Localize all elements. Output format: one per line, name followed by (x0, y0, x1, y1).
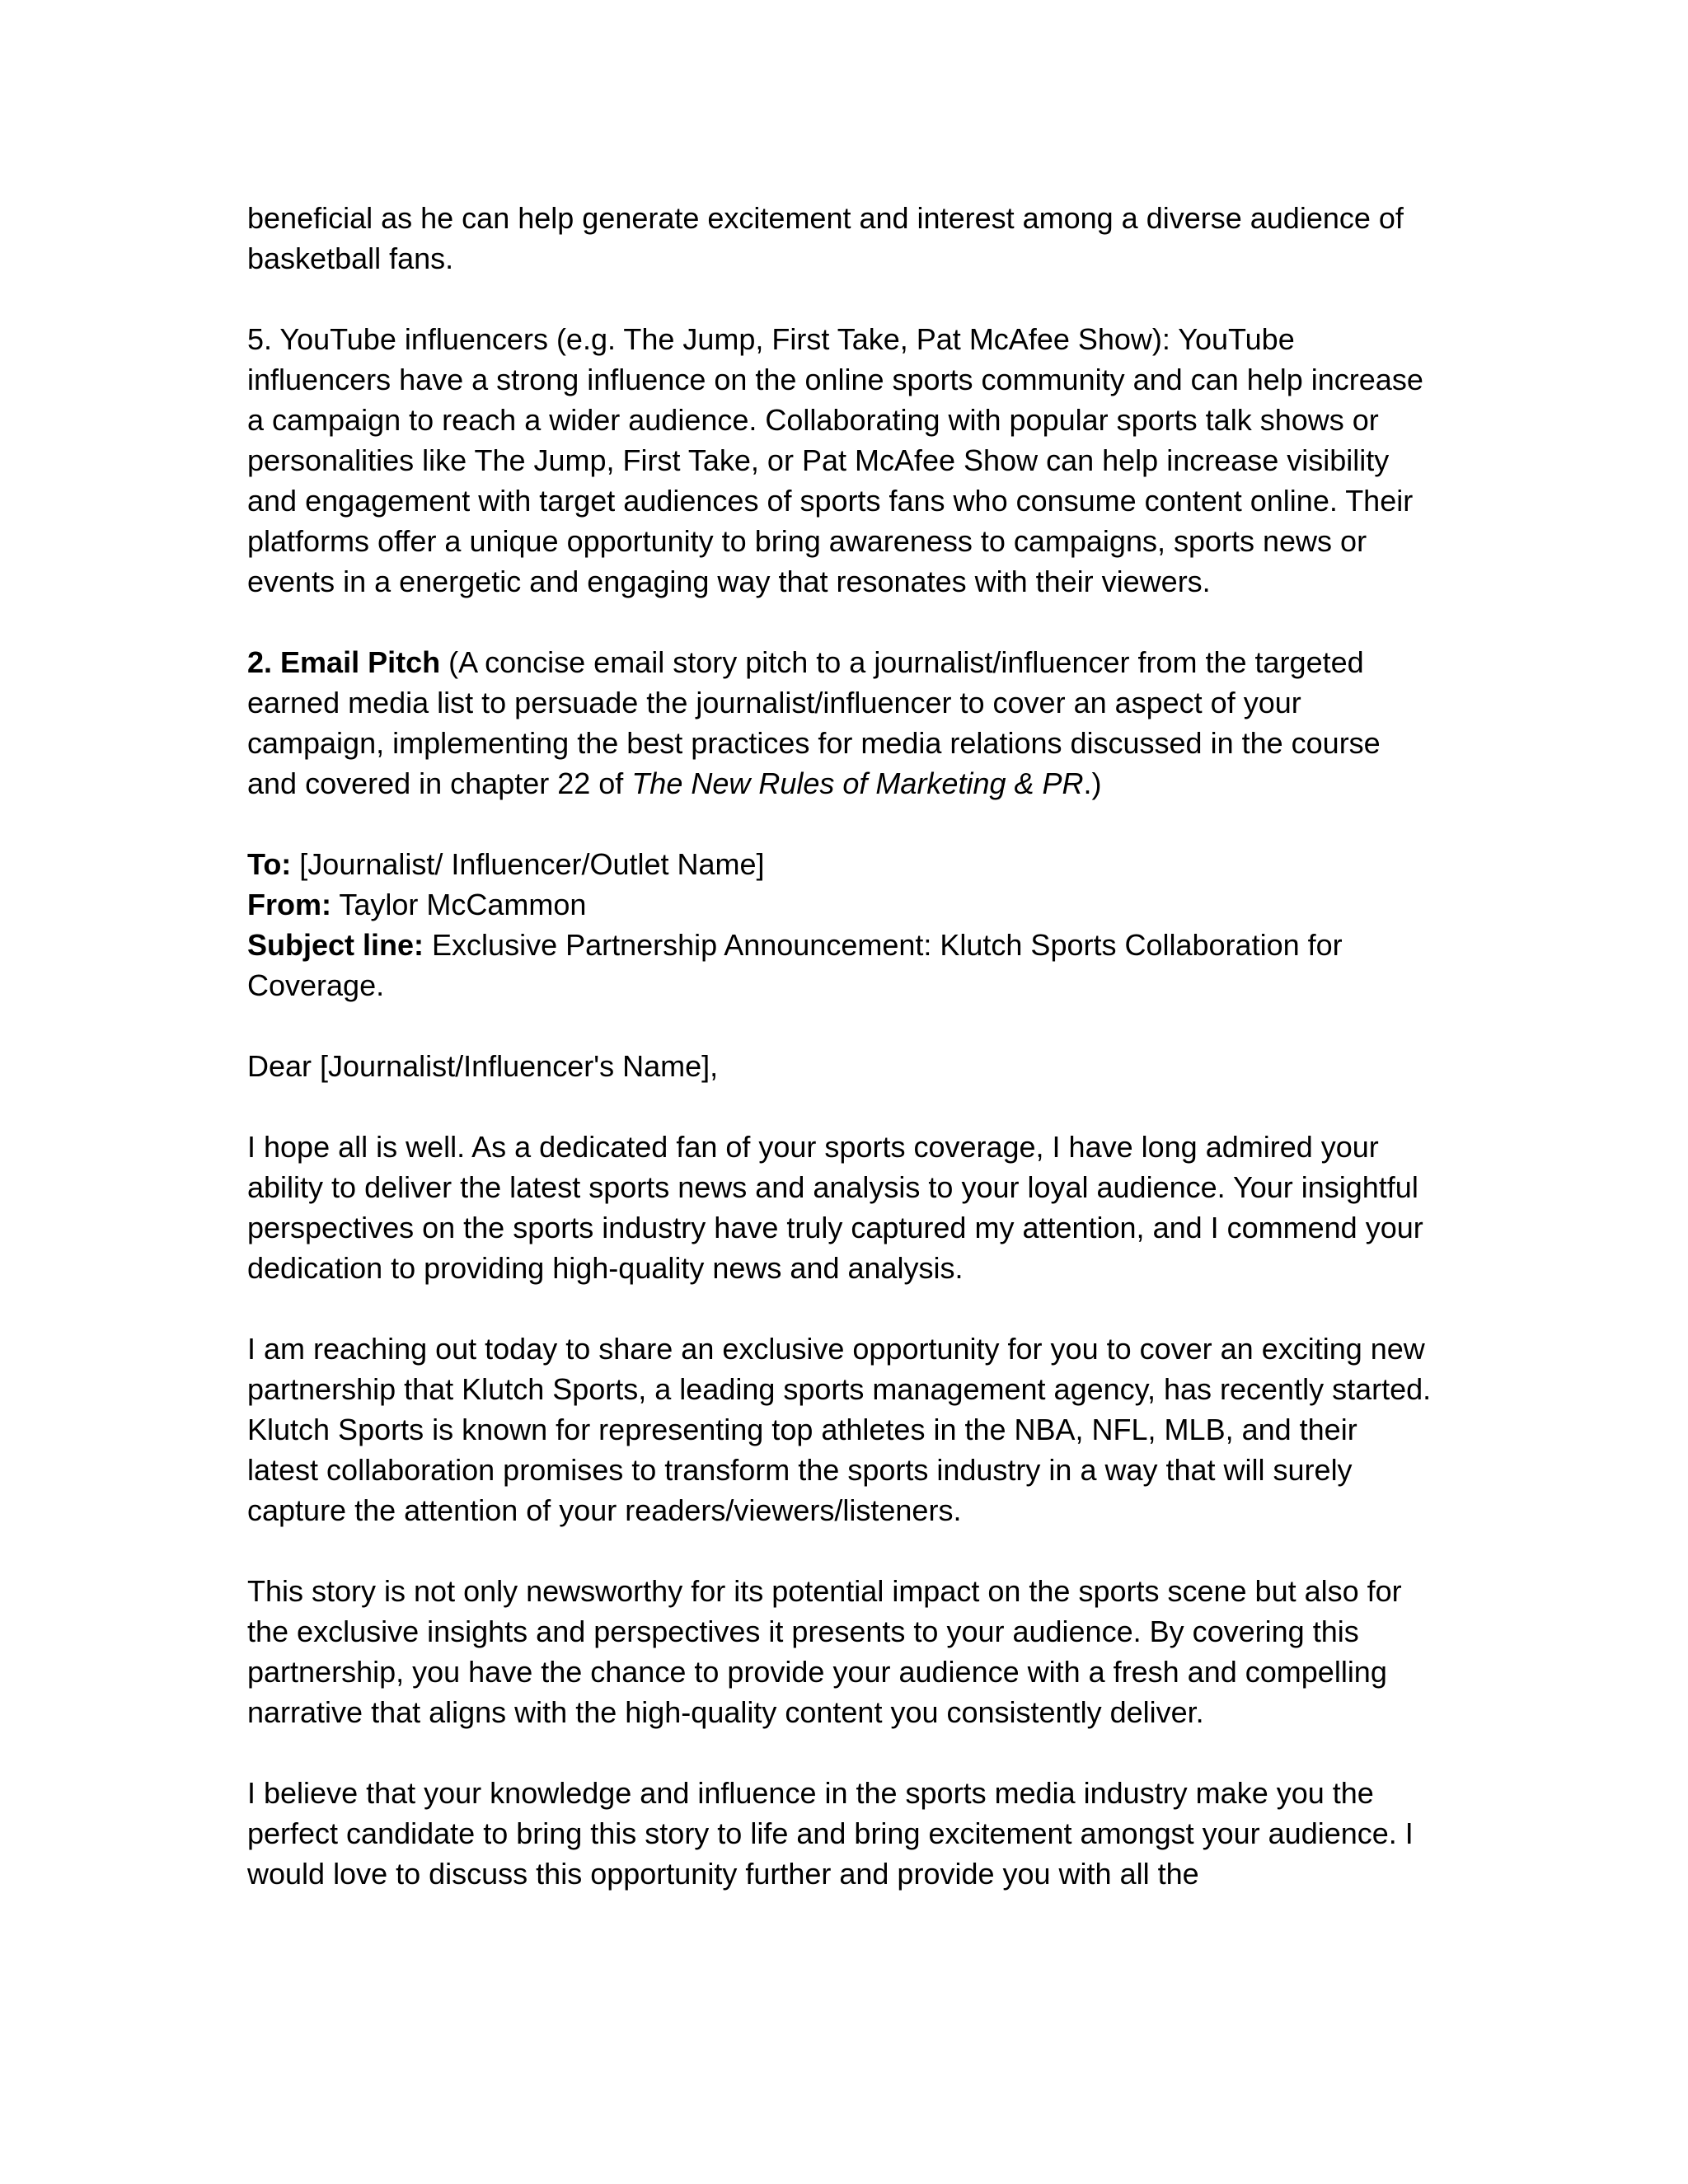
from-value: Taylor McCammon (331, 888, 587, 921)
email-from-line (247, 884, 1434, 925)
email-pitch-description-text: (A concise email story pitch to a journalist/influencer from the targeted earned media list to persuade the journalist/influencer to cover an aspect of your campaign, implementing the best practices for media relations discussed in the course and covered in chapter 22 of (247, 645, 1381, 800)
email-body-paragraph-2: I am reaching out today to share an exclusive opportunity for you to cover an exciting new partnership that Klutch Sports, a leading sports management agency, has recently started. Klutch Sports is known for representing top athletes in the NBA, NFL, MLB, and their latest collaboration promises to transform the sports industry in a way that will surely capture the attention of your readers/viewers/listeners. (247, 1332, 1432, 1527)
email-body-paragraph-4: I believe that your knowledge and influence in the sports media industry make you the perfect candidate to bring this story to life and bring excitement amongst your audience. I would love to discuss this opportunity further and provide you with all the (247, 1776, 1414, 1891)
email-subject-line (247, 925, 1434, 1005)
document-page (247, 198, 1434, 1894)
subject-label: Subject line: (247, 928, 424, 962)
to-value: [Journalist/ Influencer/Outlet Name] (291, 847, 765, 881)
youtube-influencers-paragraph: 5. YouTube influencers (e.g. The Jump, First Take, Pat McAfee Show): YouTube influencers have a strong influence on the online sports community and can help increase a campaign to reach a wider audience. Collaborating with popular sports talk shows or personalities like The Jump, First Take, or Pat McAfee Show can help increase visibility and engagement with target audiences of sports fans who consume content online. Their platforms offer a unique opportunity to bring awareness to campaigns, sports news or events in a energetic and engaging way that resonates with their viewers. (247, 322, 1423, 598)
from-label: From: (247, 888, 331, 921)
intro-paragraph: beneficial as he can help generate excitement and interest among a diverse audience of basketball fans. (247, 201, 1404, 275)
email-pitch-heading: 2. Email Pitch (247, 645, 441, 679)
email-pitch-section-description (247, 642, 1434, 804)
subject-value: Exclusive Partnership Announcement: Klutch Sports Collaboration for Coverage. (247, 928, 1343, 1002)
email-to-line (247, 844, 1434, 884)
to-label: To: (247, 847, 292, 881)
email-body-paragraph-1: I hope all is well. As a dedicated fan of your sports coverage, I have long admired your ability to deliver the latest sports news and analysis to your loyal audience. Your insightful perspectives on the sports industry have truly captured my attention, and I commend your dedication to providing high-quality news and analysis. (247, 1130, 1423, 1285)
email-pitch-description-end: .) (1083, 766, 1102, 800)
email-salutation: Dear [Journalist/Influencer's Name], (247, 1049, 719, 1083)
book-title: The New Rules of Marketing & PR (631, 766, 1084, 800)
email-body-paragraph-3: This story is not only newsworthy for its potential impact on the sports scene but also for the exclusive insights and perspectives it presents to your audience. By covering this partnership, you have the chance to provide your audience with a fresh and compelling narrative that aligns with the high-quality content you consistently deliver. (247, 1574, 1402, 1729)
